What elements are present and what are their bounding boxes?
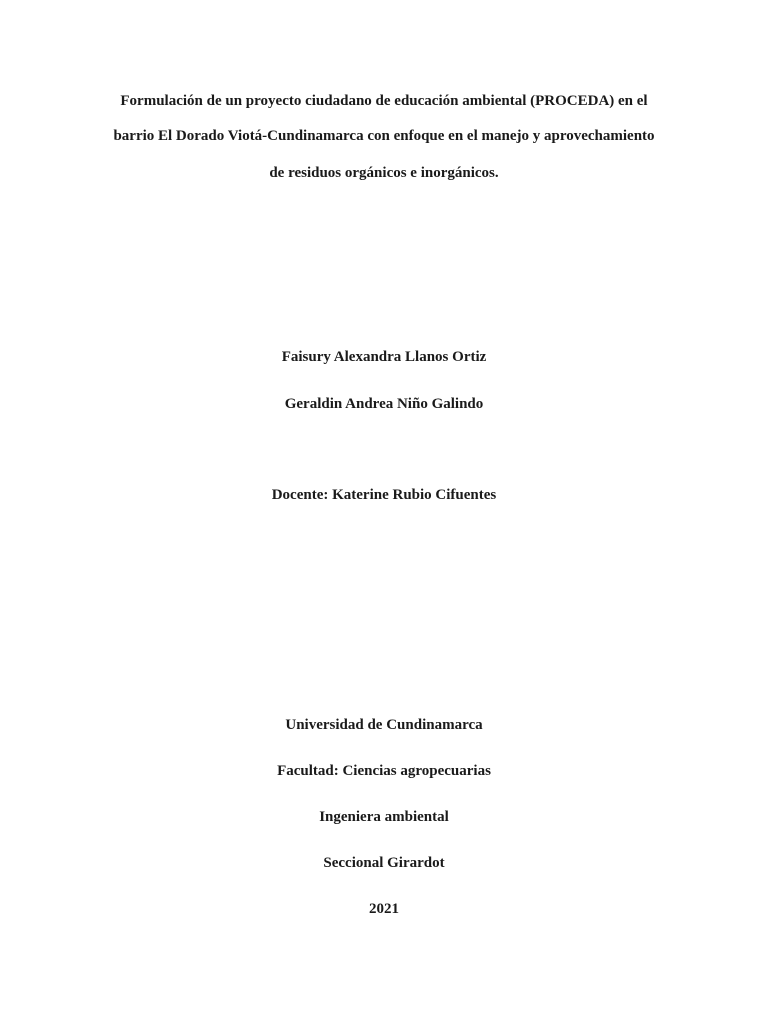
- title-line-2: barrio El Dorado Viotá-Cundinamarca con enfoque en el manejo y aprovechamiento: [113, 128, 655, 144]
- title-line-3: de residuos orgánicos e inorgánicos.: [269, 165, 499, 181]
- title-line-1: Formulación de un proyecto ciudadano de educación ambiental (PROCEDA) en el: [120, 93, 648, 109]
- author-name: Geraldin Andrea Niño Galindo: [284, 396, 484, 412]
- author-name: Faisury Alexandra Llanos Ortiz: [281, 349, 487, 365]
- year: 2021: [369, 901, 399, 917]
- campus-name: Seccional Girardot: [323, 855, 445, 871]
- university-name: Universidad de Cundinamarca: [285, 717, 483, 733]
- faculty-name: Facultad: Ciencias agropecuarias: [277, 763, 491, 779]
- program-name: Ingeniera ambiental: [319, 809, 449, 825]
- teacher-name: Docente: Katerine Rubio Cifuentes: [271, 487, 497, 503]
